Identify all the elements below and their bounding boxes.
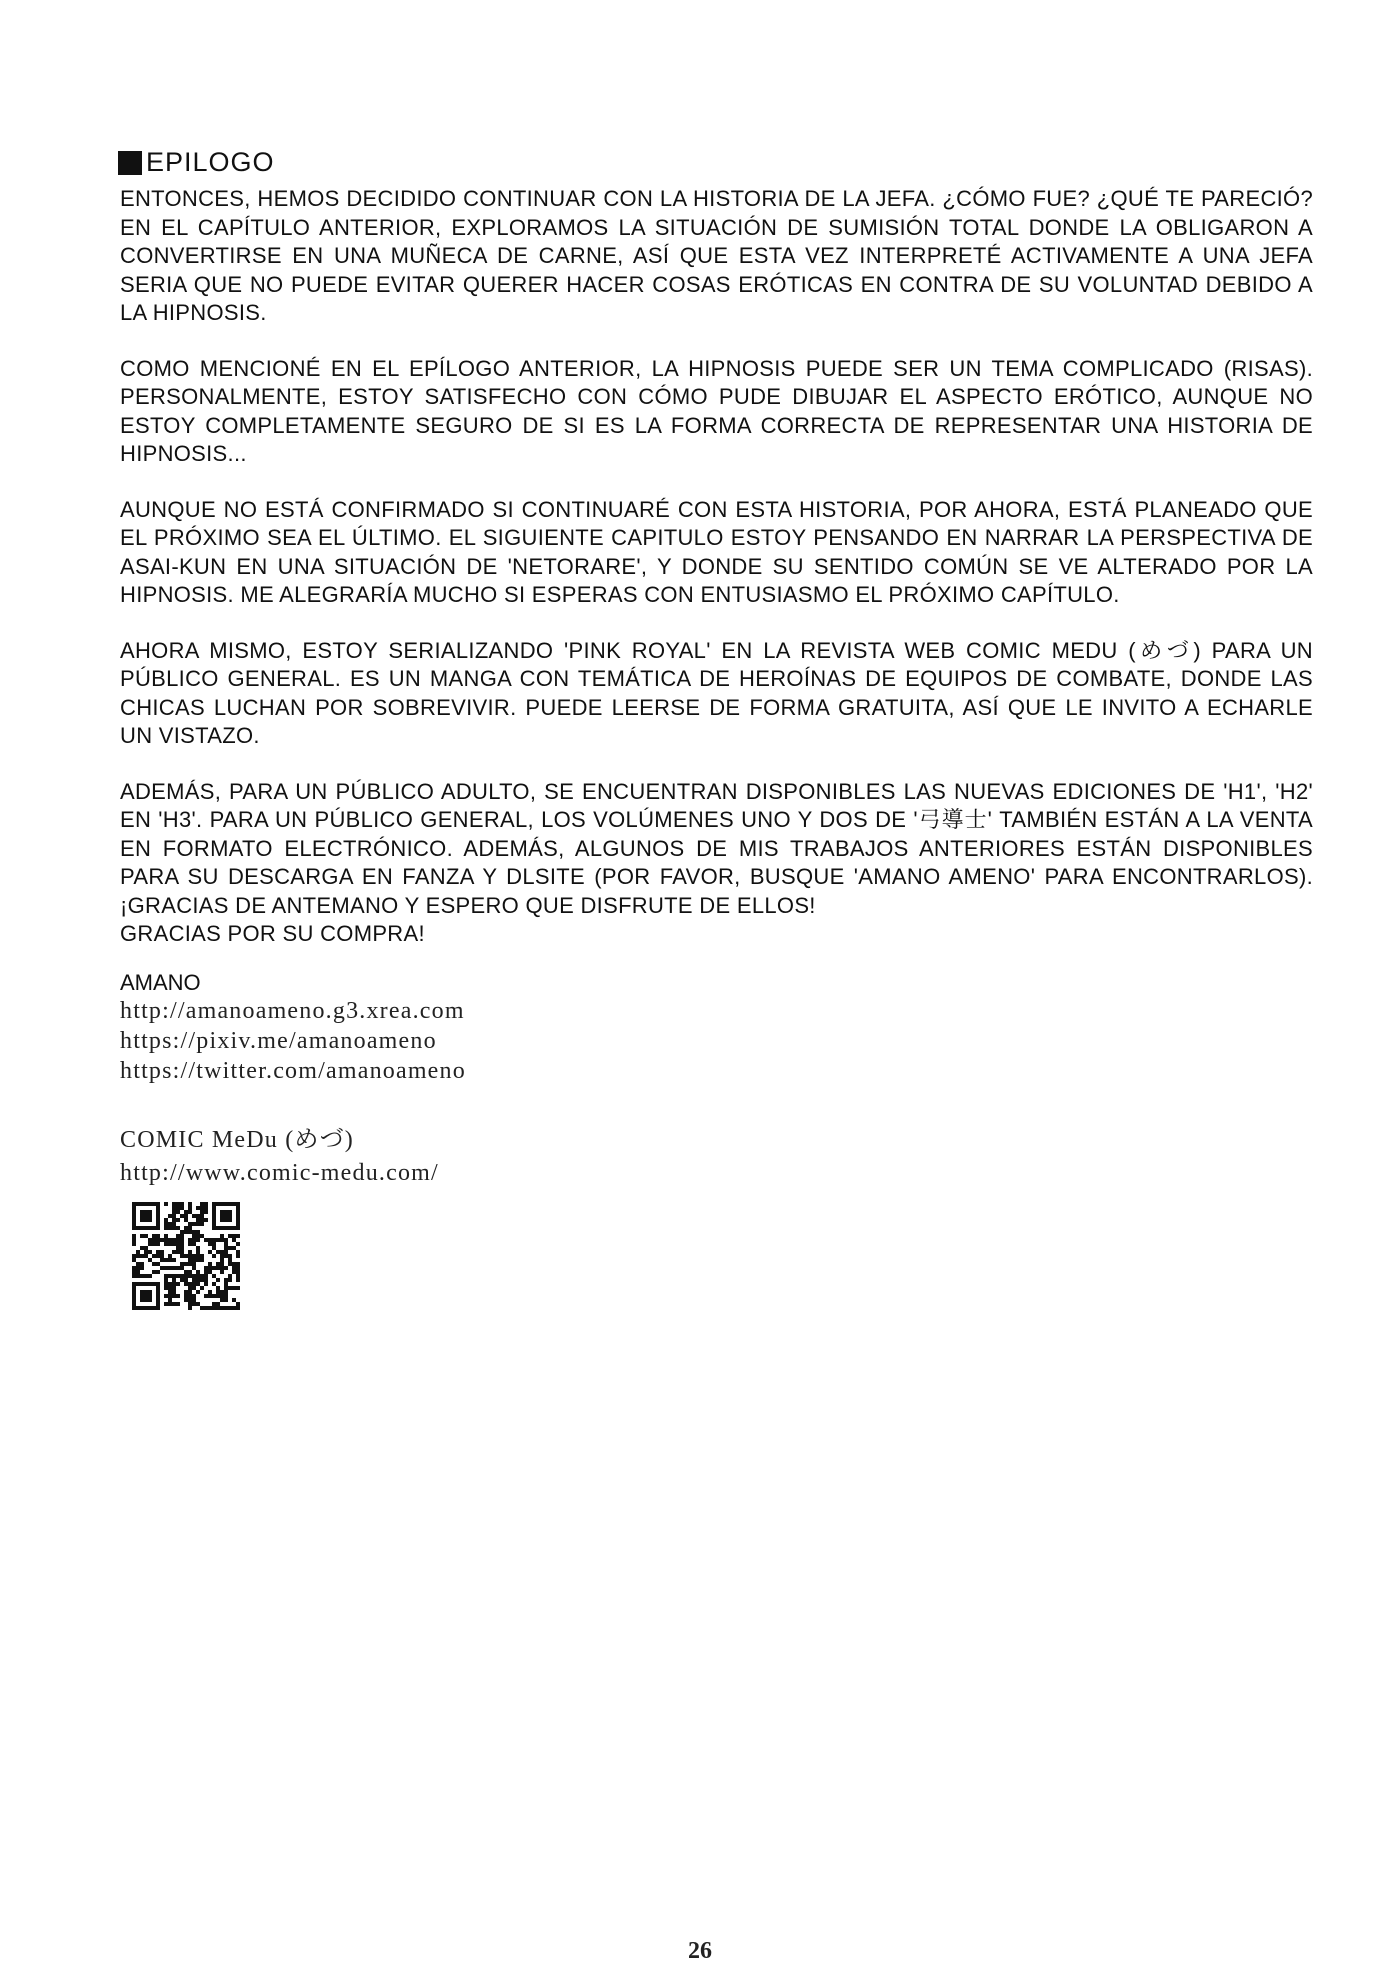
comic-medu-info xyxy=(120,1124,439,1190)
comic-url-link[interactable]: http://www.comic-medu.com/ xyxy=(120,1160,439,1186)
author-links xyxy=(120,996,466,1086)
black-square-icon xyxy=(118,151,142,175)
paragraph-5: ADEMÁS, PARA UN PÚBLICO ADULTO, SE ENCUENTRAN DISPONIBLES LAS NUEVAS EDICIONES DE 'H1', 'H2' EN 'H3'. PARA UN PÚBLICO GENERAL, LOS VOLÚMENES UNO Y DOS DE '弓導士' TAMBIÉN ESTÁN A LA VENTA EN FORMATO ELECTRÓNICO. ADEMÁS, ALGUNOS DE MIS TRABAJOS ANTERIORES ESTÁN DISPONIBLES PARA SU DESCARGA EN FANZA Y DLSITE (POR FAVOR, BUSQUE 'AMANO AMENO' PARA ENCONTRARLOS). ¡GRACIAS DE ANTEMANO Y ESPERO QUE DISFRUTE DE ELLOS! xyxy=(120,778,1313,918)
page-number: 26 xyxy=(688,1938,712,1964)
afterword-body xyxy=(120,185,1313,976)
section-heading xyxy=(118,147,275,178)
paragraph-3: AUNQUE NO ESTÁ CONFIRMADO SI CONTINUARÉ CON ESTA HISTORIA, POR AHORA, ESTÁ PLANEADO QUE EL PRÓXIMO SEA EL ÚLTIMO. EL SIGUIENTE CAPITULO ESTOY PENSANDO EN NARRAR LA PERSPECTIVA DE ASAI-KUN EN UNA SITUACIÓN DE 'NETORARE', Y DONDE SU SENTIDO COMÚN SE VE ALTERADO POR LA HIPNOSIS. ME ALEGRARÍA MUCHO SI ESPERAS CON ENTUSIASMO EL PRÓXIMO CAPÍTULO. xyxy=(120,496,1313,607)
qr-code-icon xyxy=(132,1202,240,1310)
author-signature: AMANO xyxy=(120,970,201,995)
comic-name: COMIC MeDu (めづ) xyxy=(120,1127,354,1153)
closing-line: GRACIAS POR SU COMPRA! xyxy=(120,921,425,946)
pixiv-link[interactable]: https://pixiv.me/amanoameno xyxy=(120,1028,437,1054)
paragraph-4: AHORA MISMO, ESTOY SERIALIZANDO 'PINK ROYAL' EN LA REVISTA WEB COMIC MEDU (めづ) PARA UN PÚBLICO GENERAL. ES UN MANGA CON TEMÁTICA DE HEROÍNAS DE EQUIPOS DE COMBATE, DONDE LAS CHICAS LUCHAN POR SOBREVIVIR. PUEDE LEERSE DE FORMA GRATUITA, ASÍ QUE LE INVITO A ECHARLE UN VISTAZO. xyxy=(120,637,1313,748)
website-link[interactable]: http://amanoameno.g3.xrea.com xyxy=(120,998,465,1024)
paragraph-1: ENTONCES, HEMOS DECIDIDO CONTINUAR CON LA HISTORIA DE LA JEFA. ¿CÓMO FUE? ¿QUÉ TE PARECIÓ? EN EL CAPÍTULO ANTERIOR, EXPLORAMOS LA SITUACIÓN DE SUMISIÓN TOTAL DONDE LA OBLIGARON A CONVERTIRSE EN UNA MUÑECA DE CARNE, ASÍ QUE ESTA VEZ INTERPRETÉ ACTIVAMENTE A UNA JEFA SERIA QUE NO PUEDE EVITAR QUERER HACER COSAS ERÓTICAS EN CONTRA DE SU VOLUNTAD DEBIDO A LA HIPNOSIS. xyxy=(120,186,1313,325)
twitter-link[interactable]: https://twitter.com/amanoameno xyxy=(120,1058,466,1084)
heading-text: EPILOGO xyxy=(146,147,275,177)
paragraph-2: COMO MENCIONÉ EN EL EPÍLOGO ANTERIOR, LA HIPNOSIS PUEDE SER UN TEMA COMPLICADO (RISAS). PERSONALMENTE, ESTOY SATISFECHO CON CÓMO PUDE DIBUJAR EL ASPECTO ERÓTICO, AUNQUE NO ESTOY COMPLETAMENTE SEGURO DE SI ES LA FORMA CORRECTA DE REPRESENTAR UNA HISTORIA DE HIPNOSIS... xyxy=(120,355,1313,466)
